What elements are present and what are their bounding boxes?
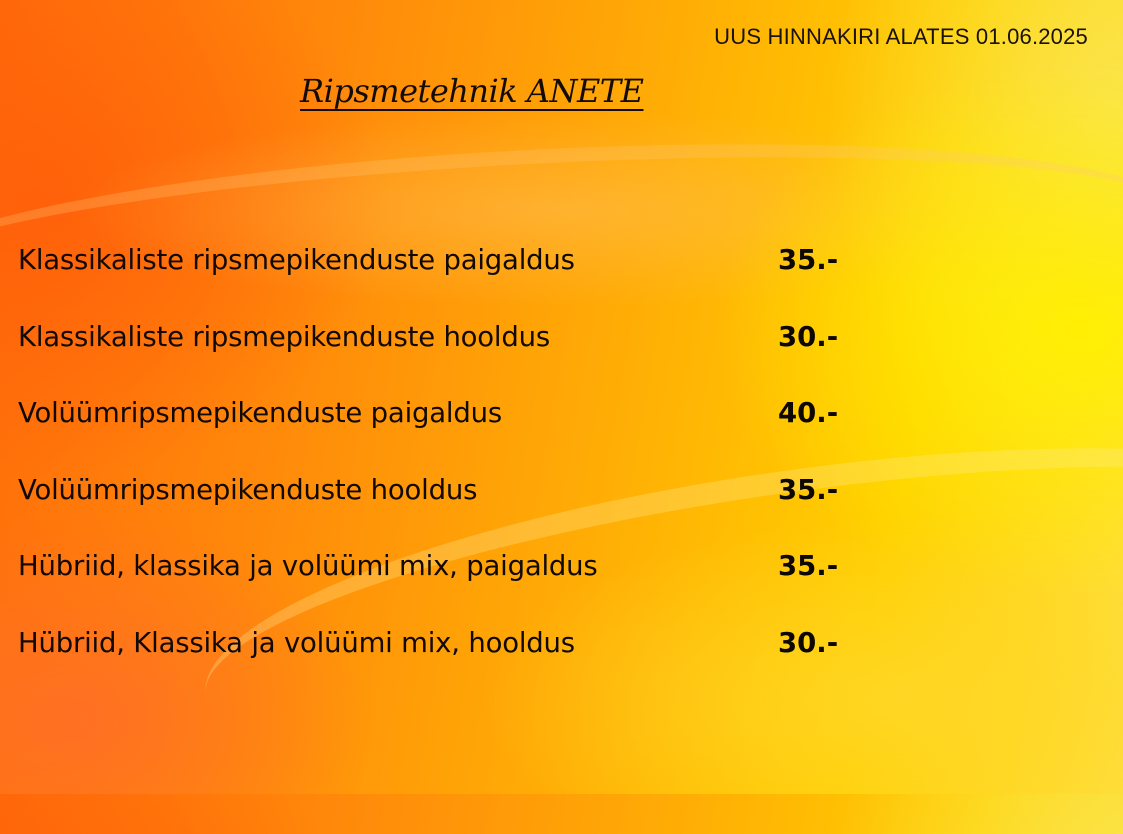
service-price: 35.- [778, 550, 839, 582]
service-name: Klassikaliste ripsmepikenduste hooldus [18, 320, 550, 353]
service-price: 35.- [778, 473, 839, 506]
price-row [18, 397, 898, 474]
service-price: 35.- [778, 244, 839, 276]
effective-date-note: UUS HINNAKIRI ALATES 01.06.2025 [714, 24, 1088, 49]
service-price: 30.- [778, 320, 839, 353]
service-price: 40.- [778, 397, 839, 429]
price-row [18, 550, 898, 627]
price-row [18, 244, 898, 321]
page-title: Ripsmetehnik ANETE [300, 72, 644, 110]
service-name: Volüümripsmepikenduste hooldus [18, 473, 478, 506]
service-price: 30.- [778, 626, 839, 659]
price-row [18, 474, 898, 551]
service-name: Klassikaliste ripsmepikenduste paigaldus [18, 244, 575, 276]
service-name: Volüümripsmepikenduste paigaldus [18, 397, 502, 429]
service-name: Hübriid, Klassika ja volüümi mix, hooldus [18, 626, 575, 659]
price-row [18, 321, 898, 398]
price-list [18, 244, 898, 703]
price-row [18, 627, 898, 704]
service-name: Hübriid, klassika ja volüümi mix, paigaldus [18, 550, 598, 582]
